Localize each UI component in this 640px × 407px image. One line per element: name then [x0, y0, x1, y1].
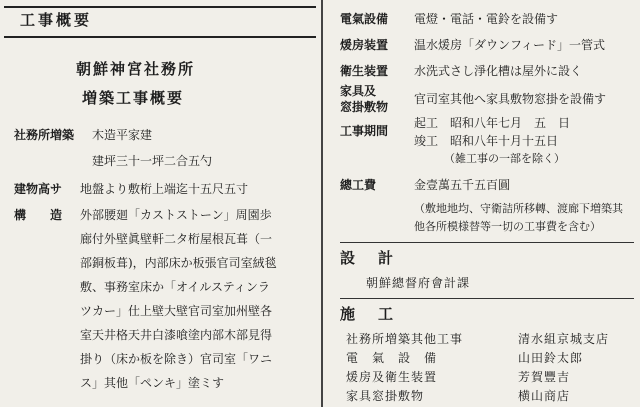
item-line: 建坪三十一坪二合五勺 — [92, 154, 213, 168]
spec-label: 衛生装置 — [340, 64, 389, 78]
spec-label: 電氣設備 — [340, 12, 389, 26]
contractor-work: 家具窓掛敷物 — [346, 389, 425, 403]
spec-note: 他各所模様替等一切の工事費を含む） — [414, 220, 601, 233]
contractor-company: 横山商店 — [518, 389, 571, 403]
spec-value: 温水煖房「ダウンフィード」一管式 — [414, 38, 606, 52]
construction-heading: 施 工 — [340, 305, 398, 323]
page-title: 工事概要 — [20, 11, 93, 29]
item-line: 廊付外壁眞壁軒二タ桁屋根瓦葺（一 — [80, 232, 273, 246]
item-line: 木造平家建 — [92, 128, 153, 142]
item-label: 構 造 — [14, 208, 63, 222]
item-line: 敷、事務室床か「オイルスティンラ — [80, 280, 270, 294]
contractor-work: 電 氣 設 備 — [346, 351, 438, 365]
spec-value: 電燈・電話・電鈴を設備す — [414, 12, 559, 26]
item-line: ス」其他「ペンキ」塗ミす — [80, 376, 225, 390]
contractor-company: 芳賀豐吉 — [518, 370, 571, 384]
contractor-company: 山田鈴太郎 — [518, 351, 584, 365]
center-title-2: 増築工事概要 — [82, 89, 185, 107]
item-line: 部銅板葺)，内部床か板張官司室絨毯 — [80, 256, 277, 270]
spec-value: 金壹萬五千五百圓 — [414, 178, 511, 192]
spec-label: 總工費 — [340, 178, 377, 192]
item-line: 室天井格天井白漆喰塗内部木部見得 — [80, 328, 273, 342]
item-label: 建物高サ — [14, 182, 63, 196]
spec-label: 煖房装置 — [340, 38, 389, 52]
design-value: 朝鮮總督府會計課 — [366, 276, 471, 290]
spec-value: 起工 昭和八年七月 五 日 — [414, 116, 571, 130]
section-rule — [340, 298, 634, 299]
column-divider — [321, 0, 323, 407]
item-line: 地盤より敷桁上端迄十五尺五寸 — [80, 182, 249, 196]
spec-value: 水洗式さし淨化槽は屋外に設く — [414, 64, 583, 78]
spec-note: （雑工事の一部を除く） — [444, 152, 565, 165]
spec-value: 官司室其他へ家具敷物窓掛を設備す — [414, 92, 607, 106]
spec-label: 窓掛敷物 — [340, 100, 389, 114]
item-line: ツカー」仕上壁大壁官司室加州壁各 — [80, 304, 273, 318]
contractor-work: 煖房及衛生装置 — [346, 370, 438, 384]
right-column — [326, 0, 640, 407]
contractor-work: 社務所増築其他工事 — [346, 332, 464, 346]
spec-label: 工事期間 — [340, 124, 389, 138]
section-rule — [340, 242, 634, 243]
center-title-1: 朝鮮神宮社務所 — [76, 60, 196, 78]
spec-label: 家具及 — [340, 84, 377, 98]
design-heading: 設 計 — [340, 249, 398, 267]
item-line: 掛り（床か板を除き）官司室「ワニ — [80, 352, 273, 366]
item-line: 外部腰廻「カストストーン」周園歩 — [80, 208, 272, 222]
spec-value: 竣工 昭和八年十月十五日 — [414, 134, 559, 148]
item-label: 社務所増築 — [14, 128, 75, 142]
spec-note: （敷地地均、守衛詰所移轉、渡廊下増築其 — [414, 202, 623, 215]
contractor-company: 清水組京城支店 — [518, 332, 610, 346]
